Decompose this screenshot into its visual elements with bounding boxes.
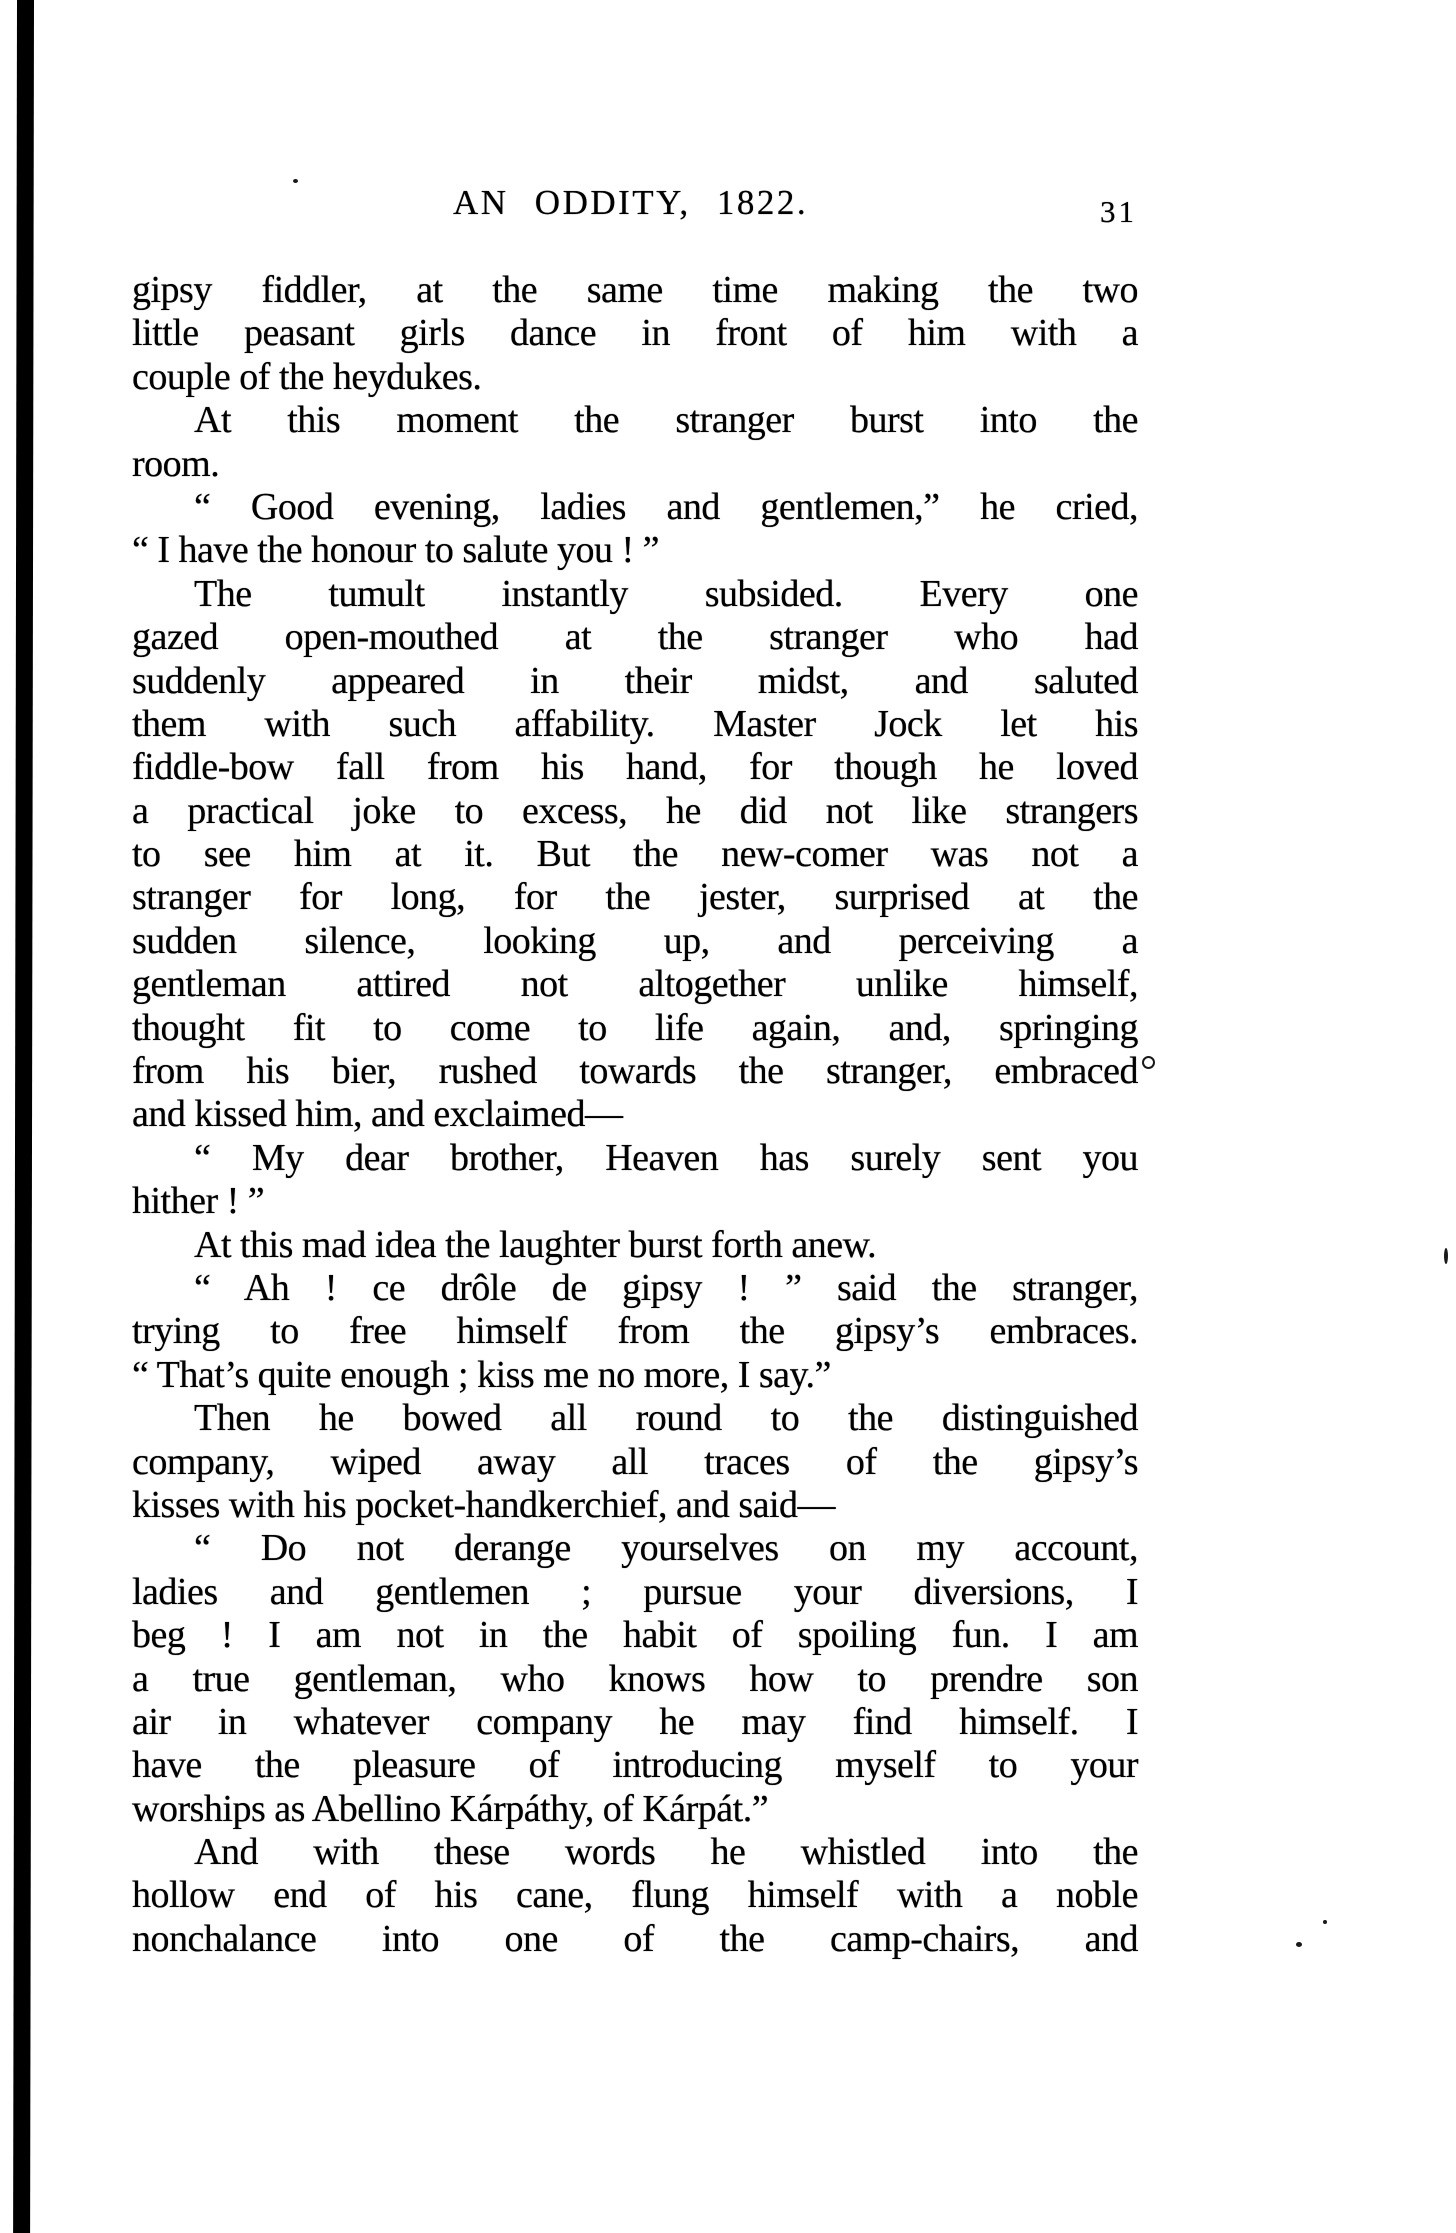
text-line: “ Good evening, ladies and gentlemen,” he cried, (194, 485, 1138, 528)
text-line: hollow end of his cane, flung himself with a noble (132, 1874, 1138, 1917)
scan-spine-bar (13, 0, 34, 2233)
text-line: “ Do not derange yourselves on my account, (194, 1527, 1138, 1570)
text-line: couple of the heydukes. (132, 355, 482, 398)
text-line: “ My dear brother, Heaven has surely sent you (194, 1136, 1138, 1179)
text-line: company, wiped away all traces of the gipsy’s (132, 1440, 1138, 1483)
text-line: worships as Abellino Kárpáthy, of Kárpát.” (132, 1787, 769, 1830)
text-line: thought fit to come to life again, and, springing (132, 1006, 1138, 1049)
text-line: “ Ah ! ce drôle de gipsy ! ” said the stranger, (194, 1266, 1138, 1309)
text-line: to see him at it. But the new-comer was not a (132, 833, 1138, 876)
text-line: hither ! ” (132, 1180, 265, 1223)
text-line: a practical joke to excess, he did not like strangers (132, 789, 1138, 832)
page-number: 31 (1100, 194, 1137, 229)
text-line: gazed open-mouthed at the stranger who had (132, 616, 1138, 659)
ink-speck (1323, 1920, 1327, 1924)
text-line: room. (132, 442, 220, 485)
text-line: little peasant girls dance in front of him with a (132, 312, 1138, 355)
text-line: ladies and gentlemen ; pursue your diversions, I (132, 1570, 1138, 1613)
text-line: “ That’s quite enough ; kiss me no more, I say.” (132, 1353, 831, 1396)
text-line: fiddle-bow fall from his hand, for though he loved (132, 746, 1138, 789)
text-line: The tumult instantly subsided. Every one (194, 572, 1138, 615)
text-line: and kissed him, and exclaimed— (132, 1093, 623, 1136)
text-line: gipsy fiddler, at the same time making the two (132, 269, 1138, 311)
running-header-title: AN ODDITY, 1822. (453, 183, 809, 222)
text-line: beg ! I am not in the habit of spoiling fun. I am (132, 1614, 1138, 1657)
ink-speck (1444, 1248, 1448, 1264)
page-text (132, 269, 1138, 1961)
text-line: At this moment the stranger burst into the (194, 399, 1138, 442)
ink-speck (1142, 1056, 1155, 1069)
text-line: a true gentleman, who knows how to prendre son (132, 1657, 1138, 1700)
text-line: stranger for long, for the jester, surprised at the (132, 876, 1138, 919)
text-line: air in whatever company he may find himself. I (132, 1700, 1138, 1743)
ink-speck (293, 179, 298, 183)
ink-speck (1296, 1942, 1302, 1947)
text-line: “ I have the honour to salute you ! ” (132, 529, 660, 572)
text-line: gentleman attired not altogether unlike himself, (132, 963, 1138, 1006)
text-line: from his bier, rushed towards the stranger, embraced (132, 1050, 1138, 1093)
text-line: Then he bowed all round to the distinguished (194, 1397, 1138, 1440)
text-line: suddenly appeared in their midst, and saluted (132, 659, 1138, 702)
text-line: kisses with his pocket-handkerchief, and said— (132, 1483, 836, 1526)
text-line: sudden silence, looking up, and perceiving a (132, 919, 1138, 962)
text-line: have the pleasure of introducing myself to your (132, 1744, 1138, 1787)
text-line: And with these words he whistled into the (194, 1831, 1138, 1874)
text-line: them with such affability. Master Jock let his (132, 702, 1138, 745)
text-line: nonchalance into one of the camp-chairs, and (132, 1917, 1138, 1960)
text-line: At this mad idea the laughter burst forth anew. (194, 1223, 877, 1266)
text-line: trying to free himself from the gipsy’s embraces. (132, 1310, 1138, 1353)
